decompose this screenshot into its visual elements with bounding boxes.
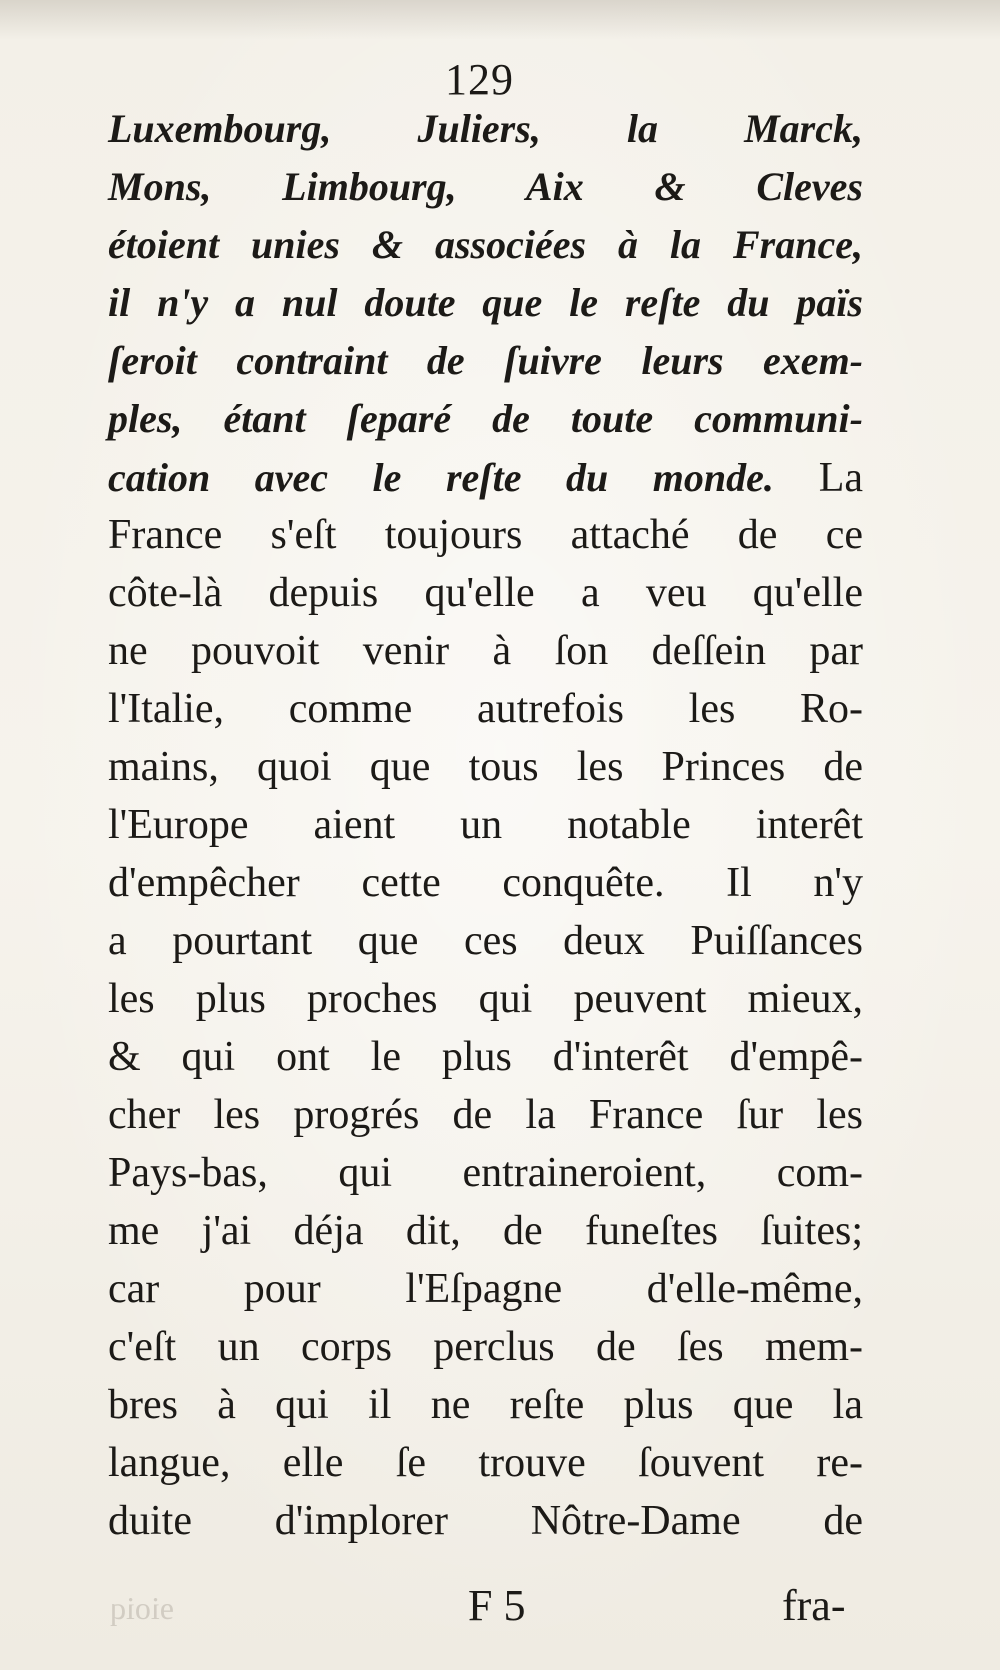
text-line-8: France s'eſt toujours attaché de ce: [108, 512, 863, 558]
text-line-20: me j'ai déja dit, de funeſtes ſuites;: [108, 1208, 863, 1254]
text-line-18: cher les progrés de la France ſur les: [108, 1092, 863, 1138]
text-line-17: & qui ont le plus d'interêt d'empê-: [108, 1034, 863, 1080]
bleed-through-text: ɘioiq: [110, 1590, 174, 1626]
text-line-5: ſeroit contraint de ſuivre leurs exem-: [108, 338, 863, 383]
text-line-19: Pays-bas, qui entraineroient, com-: [108, 1150, 863, 1196]
page-number: 129: [445, 55, 514, 104]
text-line-6: ples, étant ſeparé de toute communi-: [108, 396, 863, 441]
text-line-11: l'Italie, comme autrefois les Ro-: [108, 686, 863, 732]
text-line-15: a pourtant que ces deux Puiſſances: [108, 918, 863, 964]
text-line-2: Mons, Limbourg, Aix & Cleves: [108, 164, 863, 209]
text-line-7: [108, 448, 863, 506]
text-line-7-roman: La: [818, 455, 863, 501]
text-line-1: Luxembourg, Juliers, la Marck,: [108, 106, 863, 151]
top-shadow: [0, 0, 1000, 40]
text-line-22: c'eſt un corps perclus de ſes mem-: [108, 1324, 863, 1370]
text-line-9: côte-là depuis qu'elle a veu qu'elle: [108, 570, 863, 616]
text-line-25: duite d'implorer Nôtre-Dame de: [108, 1498, 863, 1544]
signature-mark: F 5: [468, 1581, 526, 1630]
text-line-13: l'Europe aient un notable interêt: [108, 802, 863, 848]
text-line-14: d'empêcher cette conquête. Il n'y: [108, 860, 863, 906]
body-text: [108, 100, 863, 1550]
text-line-7-italic: cation avec le reſte du monde.: [108, 455, 774, 500]
text-line-21: car pour l'Eſpagne d'elle-même,: [108, 1266, 863, 1312]
text-line-12: mains, quoi que tous les Princes de: [108, 744, 863, 790]
text-line-3: étoient unies & associées à la France,: [108, 222, 863, 267]
text-line-10: ne pouvoit venir à ſon deſſein par: [108, 628, 863, 674]
text-line-23: bres à qui il ne reſte plus que la: [108, 1382, 863, 1428]
text-line-16: les plus proches qui peuvent mieux,: [108, 976, 863, 1022]
text-line-4: il n'y a nul doute que le reſte du païs: [108, 280, 863, 325]
catchword: fra-: [782, 1581, 846, 1630]
text-line-24: langue, elle ſe trouve ſouvent re-: [108, 1440, 863, 1486]
